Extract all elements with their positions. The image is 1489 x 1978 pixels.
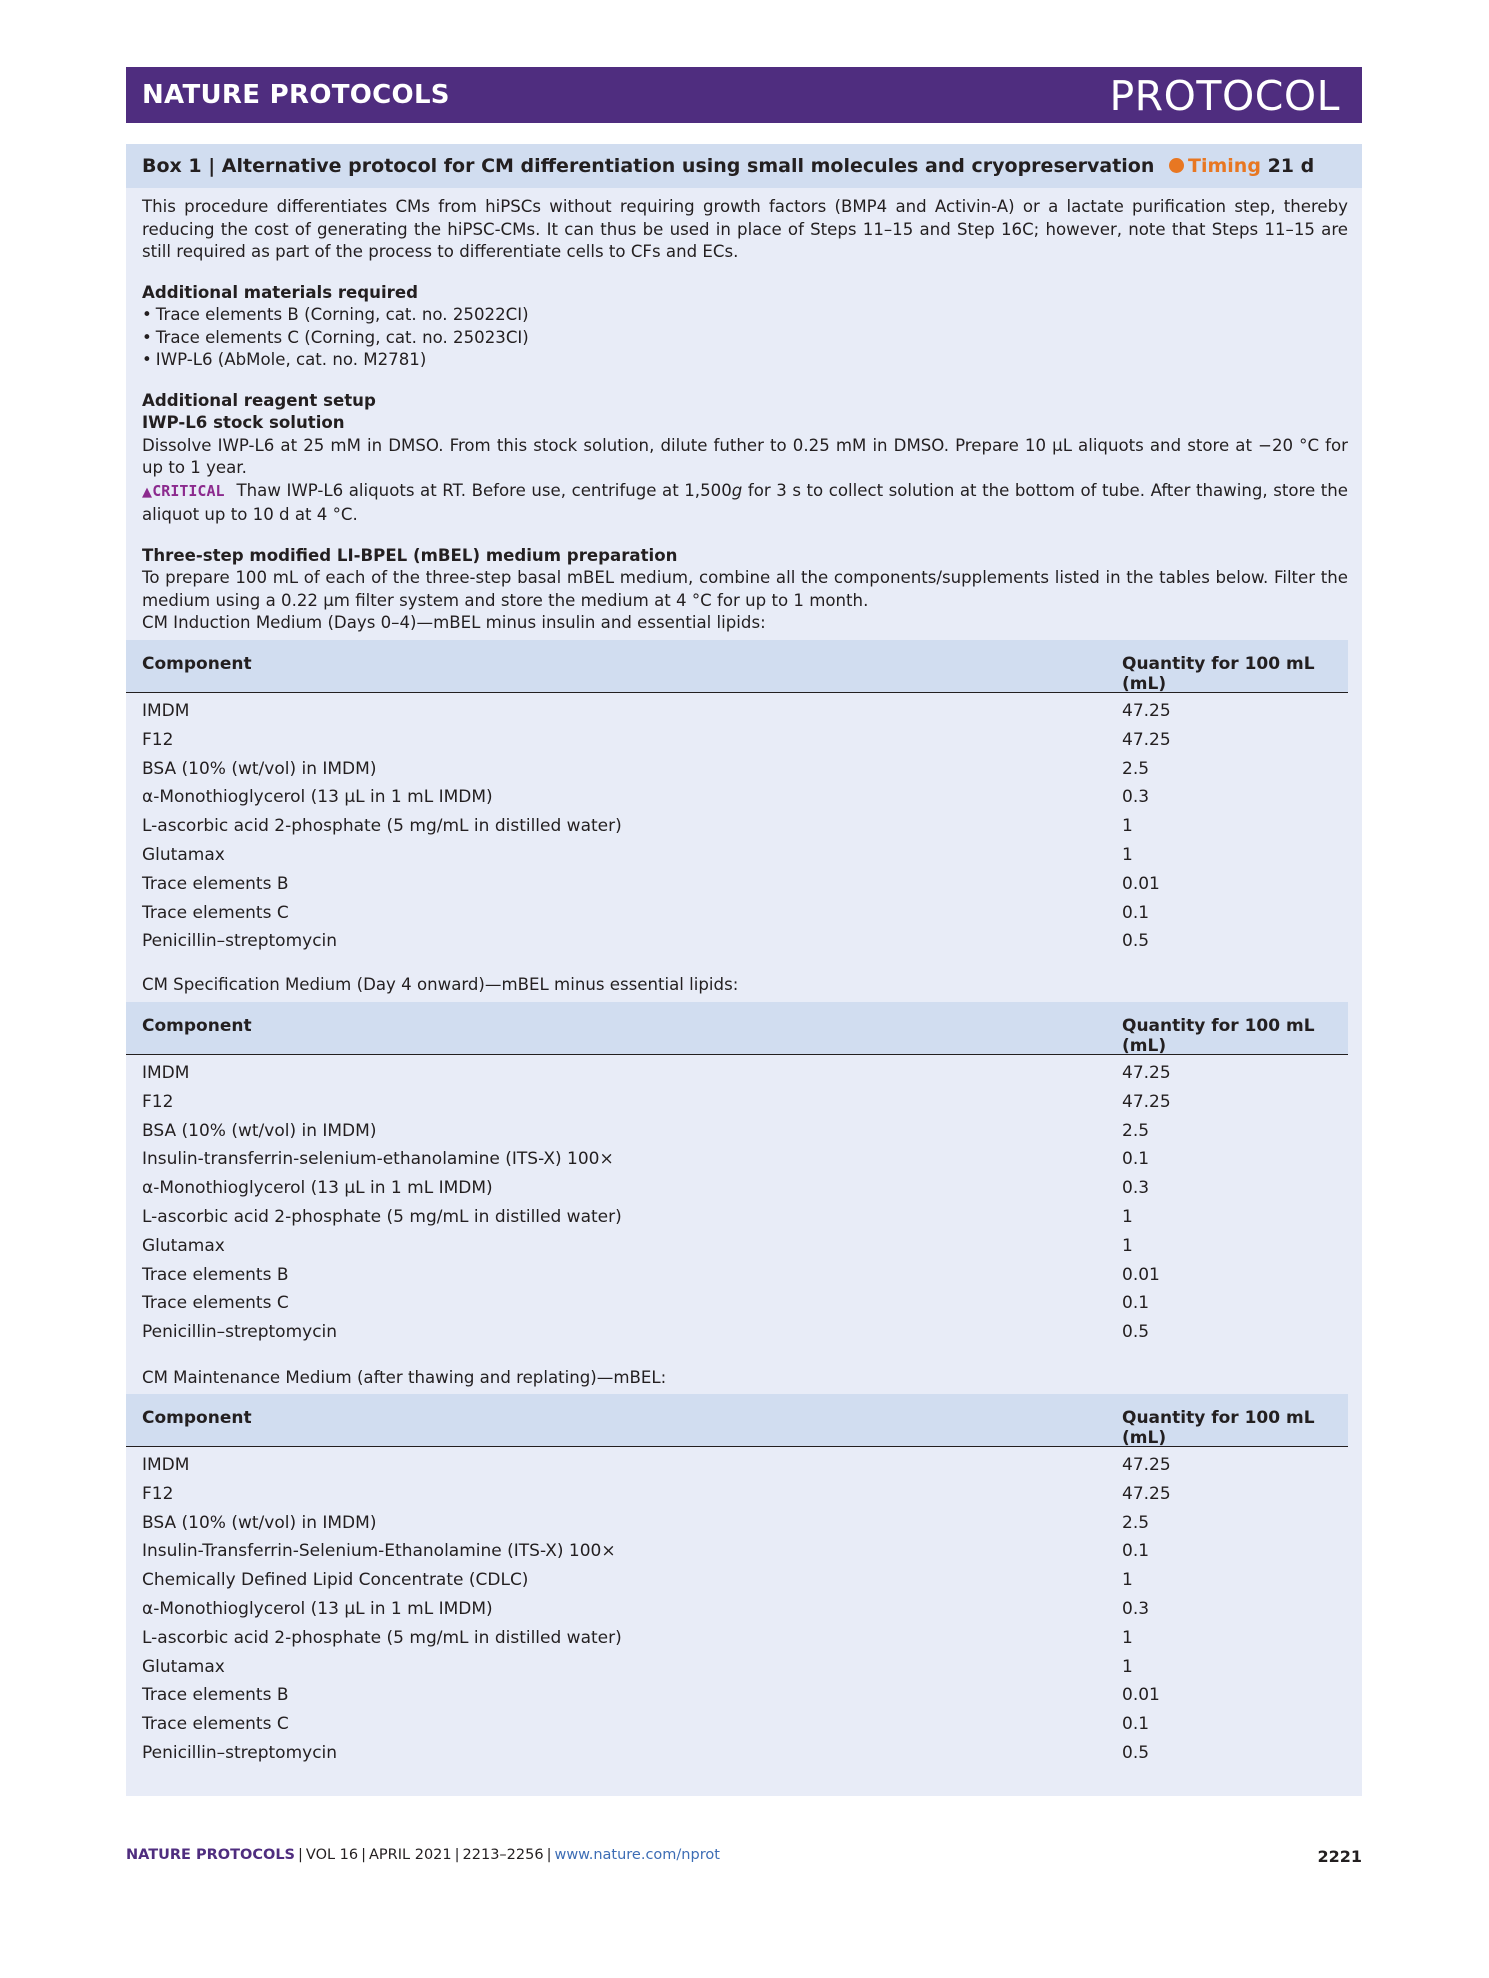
quantity-cell: 0.5 <box>1122 931 1150 952</box>
table1-caption: CM Induction Medium (Days 0–4)—mBEL minus insulin and essential lipids: <box>142 613 766 632</box>
component-cell: Penicillin–streptomycin <box>142 1742 338 1763</box>
footer-pages: 2213–2256 <box>462 1847 544 1863</box>
specification-medium-table <box>126 1002 1362 1347</box>
column-header-component: Component <box>142 654 252 674</box>
component-cell: IMDM <box>142 701 190 721</box>
component-cell: Trace elements B <box>142 1685 289 1706</box>
component-cell: Glutamax <box>142 844 225 865</box>
table-row <box>126 1566 1362 1595</box>
table-row <box>126 1739 1362 1768</box>
critical-label: CRITICAL <box>152 481 225 500</box>
stock-solution-heading: IWP-L6 stock solution <box>142 413 345 432</box>
quantity-cell: 0.3 <box>1122 1178 1150 1199</box>
critical-text-b: for 3 s to collect solution at the bottom of tube. After thawing, store the aliquot up to 10 d at 4 °C. <box>142 480 1348 524</box>
table-row <box>126 812 1362 841</box>
component-cell: Insulin-transferrin-selenium-ethanolamine (ITS-X) 100× <box>142 1149 614 1170</box>
component-cell: BSA (10% (wt/vol) in IMDM) <box>142 1120 377 1141</box>
quantity-cell: 0.3 <box>1122 787 1150 808</box>
quantity-cell: 0.3 <box>1122 1598 1150 1619</box>
table-body <box>126 1055 1362 1347</box>
footer-journal: NATURE PROTOCOLS <box>126 1847 296 1863</box>
induction-medium-table <box>126 640 1362 956</box>
quantity-cell: 47.25 <box>1122 729 1171 750</box>
component-cell: Trace elements C <box>142 902 289 923</box>
critical-text-a: Thaw IWP-L6 aliquots at RT. Before use, centrifuge at 1,500 <box>236 480 732 500</box>
table-row <box>126 870 1362 899</box>
table-row <box>126 927 1362 956</box>
component-cell: Chemically Defined Lipid Concentrate (CDLC) <box>142 1570 529 1591</box>
journal-name: NATURE PROTOCOLS <box>142 80 450 110</box>
quantity-cell: 2.5 <box>1122 1120 1150 1141</box>
component-cell: F12 <box>142 1091 174 1112</box>
maintenance-medium-table <box>126 1394 1362 1768</box>
stock-solution-text: Dissolve IWP-L6 at 25 mM in DMSO. From this stock solution, dilute futher to 0.25 mM in DMSO. Prepare 10 µL aliquots and store at −20 °C for up to 1 year. <box>142 435 1348 477</box>
column-header-component: Component <box>142 1016 252 1036</box>
box-1-panel <box>126 144 1362 1796</box>
column-header-component: Component <box>142 1408 252 1428</box>
component-cell: α-Monothioglycerol (13 µL in 1 mL IMDM) <box>142 787 493 808</box>
table-row <box>126 697 1362 726</box>
box-title <box>142 155 1314 177</box>
component-cell: BSA (10% (wt/vol) in IMDM) <box>142 758 377 779</box>
quantity-cell: 0.01 <box>1122 1685 1160 1706</box>
table-row <box>126 783 1362 812</box>
quantity-cell: 0.5 <box>1122 1742 1150 1763</box>
component-cell: Trace elements B <box>142 873 289 894</box>
quantity-cell: 1 <box>1122 1656 1133 1677</box>
component-cell: Penicillin–streptomycin <box>142 1322 338 1343</box>
table-row <box>126 1653 1362 1682</box>
quantity-cell: 2.5 <box>1122 758 1150 779</box>
list-item: • IWP-L6 (AbMole, cat. no. M2781) <box>142 349 1348 372</box>
critical-g-unit: g <box>731 480 743 500</box>
quantity-cell: 0.1 <box>1122 1541 1150 1562</box>
table-row <box>126 1232 1362 1261</box>
table-row <box>126 1480 1362 1509</box>
medium-heading: Three-step modified LI-BPEL (mBEL) medium preparation <box>142 545 678 565</box>
page-number: 2221 <box>1317 1847 1362 1866</box>
table-row <box>126 1145 1362 1174</box>
box-title-text: Box 1 | Alternative protocol for CM differentiation using small molecules and cryopreservation <box>142 155 1155 177</box>
quantity-cell: 0.01 <box>1122 873 1160 894</box>
table-header <box>126 1394 1348 1447</box>
component-cell: Penicillin–streptomycin <box>142 931 338 952</box>
timing-value: 21 d <box>1267 155 1315 177</box>
table-body <box>126 1447 1362 1768</box>
quantity-cell: 0.01 <box>1122 1264 1160 1285</box>
table-row <box>126 1537 1362 1566</box>
column-header-quantity: Quantity for 100 mL (mL) <box>1122 1408 1315 1448</box>
critical-note <box>142 480 1348 527</box>
component-cell: L-ascorbic acid 2-phosphate (5 mg/mL in distilled water) <box>142 816 622 837</box>
table-row <box>126 1059 1362 1088</box>
table-header <box>126 1002 1348 1055</box>
intro-paragraph: This procedure differentiates CMs from hiPSCs without requiring growth factors (BMP4 and Activin-A) or a lactate purification step, thereby reducing the cost of generating the hiPSC-CMs. It can thus be used in place of Steps 11–15 and Step 16C; however, note that Steps 11–15 are still required as part of the process to differentiate cells to CFs and ECs. <box>142 197 1348 261</box>
page-footer: NATURE PROTOCOLS | VOL 16 | APRIL 2021 | 2213–2256 | www.nature.com/nprot 2221 <box>126 1847 1362 1866</box>
quantity-cell: 1 <box>1122 1206 1133 1227</box>
component-cell: Trace elements C <box>142 1714 289 1735</box>
medium-text: To prepare 100 mL of each of the three-step basal mBEL medium, combine all the components/supplements listed in the tables below. Filter the medium using a 0.22 µm filter system and store the medium at 4 °C for up to 1 month. <box>142 568 1348 610</box>
quantity-cell: 1 <box>1122 1627 1133 1648</box>
quantity-cell: 0.1 <box>1122 1293 1150 1314</box>
table-header <box>126 640 1348 693</box>
table-row <box>126 1318 1362 1347</box>
table-row <box>126 1174 1362 1203</box>
quantity-cell: 0.1 <box>1122 1714 1150 1735</box>
component-cell: L-ascorbic acid 2-phosphate (5 mg/mL in distilled water) <box>142 1206 622 1227</box>
component-cell: α-Monothioglycerol (13 µL in 1 mL IMDM) <box>142 1598 493 1619</box>
table-row <box>126 726 1362 755</box>
table-row <box>126 1117 1362 1146</box>
reagent-setup-heading: Additional reagent setup <box>142 390 376 410</box>
table-row <box>126 899 1362 928</box>
quantity-cell: 0.1 <box>1122 1149 1150 1170</box>
table-row <box>126 1509 1362 1538</box>
quantity-cell: 47.25 <box>1122 1455 1171 1475</box>
column-header-quantity: Quantity for 100 mL (mL) <box>1122 654 1315 694</box>
column-header-quantity: Quantity for 100 mL (mL) <box>1122 1016 1315 1056</box>
component-cell: α-Monothioglycerol (13 µL in 1 mL IMDM) <box>142 1178 493 1199</box>
component-cell: Glutamax <box>142 1235 225 1256</box>
list-item: • Trace elements C (Corning, cat. no. 25023CI) <box>142 327 1348 350</box>
table-row <box>126 841 1362 870</box>
footer-url-link[interactable]: www.nature.com/nprot <box>554 1847 720 1863</box>
table-row <box>126 1681 1362 1710</box>
component-cell: BSA (10% (wt/vol) in IMDM) <box>142 1512 377 1533</box>
component-cell: IMDM <box>142 1455 190 1475</box>
component-cell: Trace elements B <box>142 1264 289 1285</box>
table-row <box>126 755 1362 784</box>
table-row <box>126 1595 1362 1624</box>
component-cell: IMDM <box>142 1063 190 1083</box>
quantity-cell: 1 <box>1122 816 1133 837</box>
quantity-cell: 0.5 <box>1122 1322 1150 1343</box>
quantity-cell: 0.1 <box>1122 902 1150 923</box>
critical-triangle-icon: ▲ <box>142 484 153 500</box>
table-row <box>126 1261 1362 1290</box>
table-row <box>126 1289 1362 1318</box>
quantity-cell: 47.25 <box>1122 1063 1171 1083</box>
component-cell: L-ascorbic acid 2-phosphate (5 mg/mL in distilled water) <box>142 1627 622 1648</box>
quantity-cell: 1 <box>1122 1570 1133 1591</box>
box-content <box>142 196 1348 635</box>
table-row <box>126 1088 1362 1117</box>
table-body <box>126 693 1362 956</box>
quantity-cell: 47.25 <box>1122 701 1171 721</box>
table-row <box>126 1624 1362 1653</box>
materials-list <box>142 304 1348 372</box>
table-row <box>126 1203 1362 1232</box>
list-item: • Trace elements B (Corning, cat. no. 25022CI) <box>142 304 1348 327</box>
article-type-label: PROTOCOL <box>1109 72 1340 120</box>
box-title-bar <box>126 144 1362 188</box>
table-row <box>126 1451 1362 1480</box>
quantity-cell: 2.5 <box>1122 1512 1150 1533</box>
quantity-cell: 47.25 <box>1122 1091 1171 1112</box>
component-cell: F12 <box>142 729 174 750</box>
footer-volume: VOL 16 <box>305 1847 359 1863</box>
table-row <box>126 1710 1362 1739</box>
component-cell: F12 <box>142 1483 174 1504</box>
component-cell: Glutamax <box>142 1656 225 1677</box>
journal-header-bar <box>126 67 1362 123</box>
quantity-cell: 47.25 <box>1122 1483 1171 1504</box>
footer-date: APRIL 2021 <box>369 1847 452 1863</box>
table2-caption: CM Specification Medium (Day 4 onward)—mBEL minus essential lipids: <box>142 975 739 994</box>
timing-dot-icon <box>1169 158 1184 173</box>
timing-label: Timing <box>1188 155 1261 177</box>
quantity-cell: 1 <box>1122 1235 1133 1256</box>
component-cell: Insulin-Transferrin-Selenium-Ethanolamine (ITS-X) 100× <box>142 1541 616 1562</box>
component-cell: Trace elements C <box>142 1293 289 1314</box>
table3-caption: CM Maintenance Medium (after thawing and replating)—mBEL: <box>142 1368 667 1387</box>
materials-heading: Additional materials required <box>142 282 419 302</box>
quantity-cell: 1 <box>1122 844 1133 865</box>
